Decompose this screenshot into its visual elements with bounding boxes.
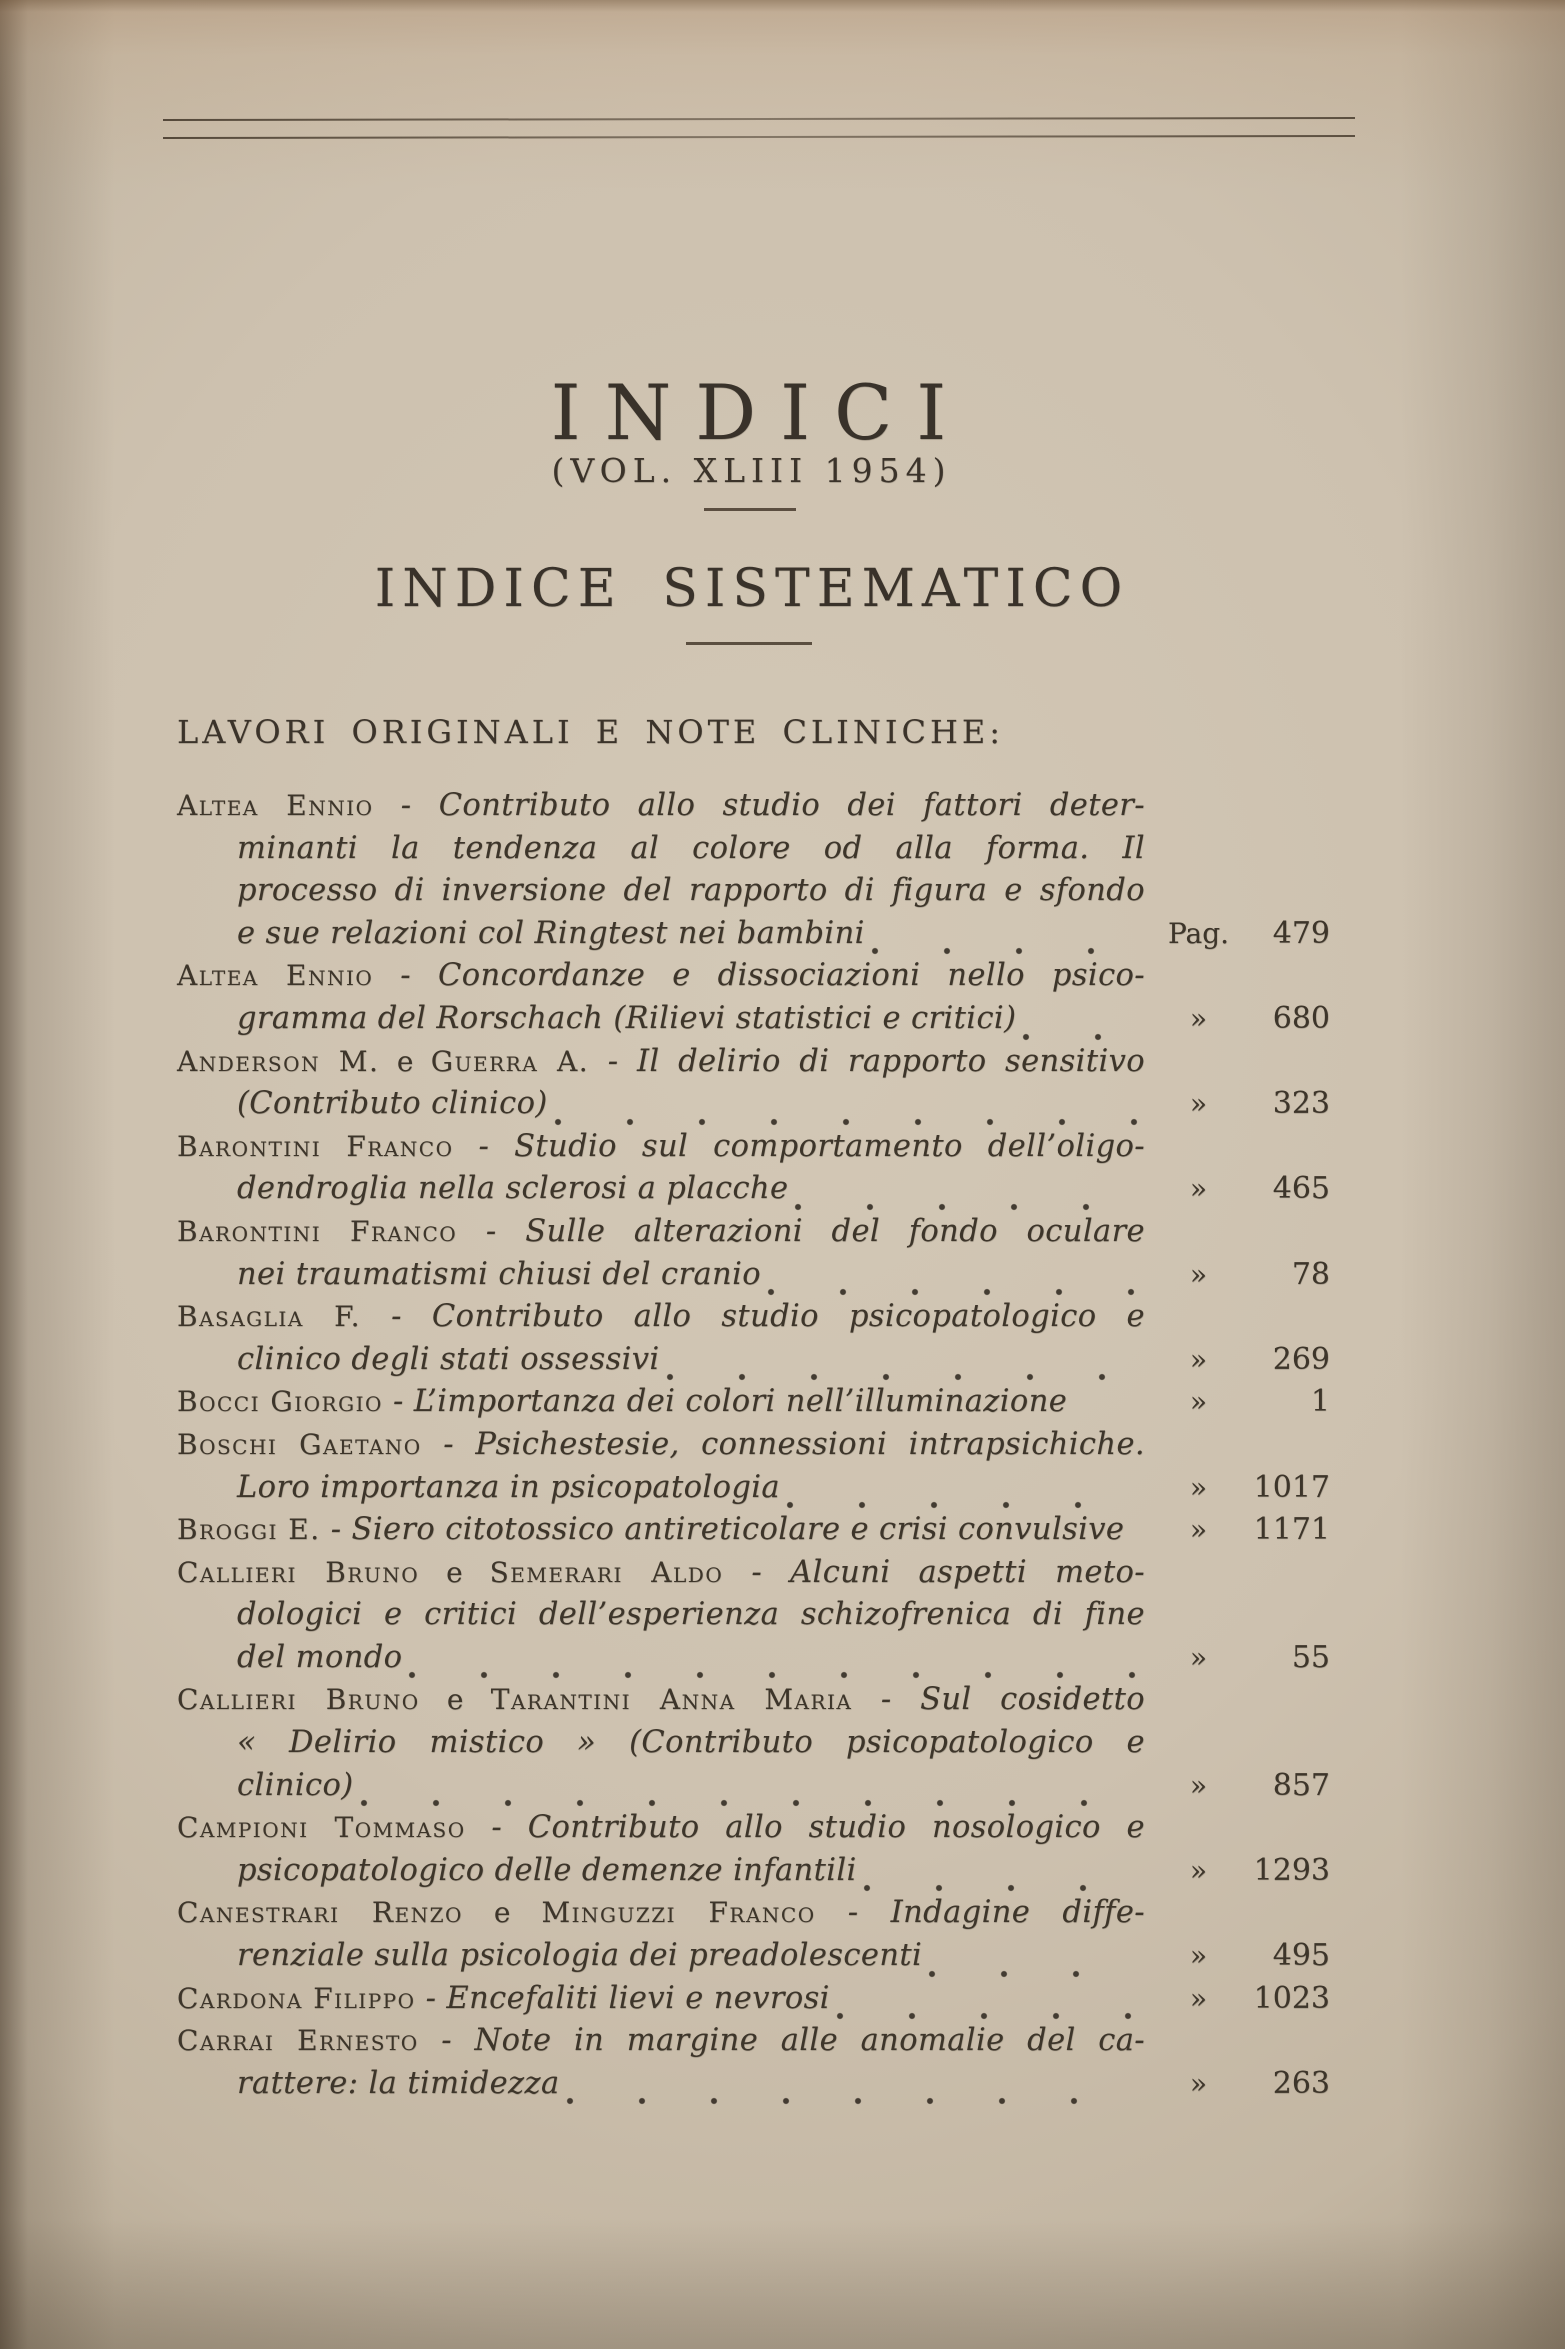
- author-name: Barontini Franco: [177, 1129, 454, 1163]
- title-text: clinico degli stati ossessivi: [237, 1341, 660, 1377]
- page-ref-symbol: »: [1189, 1939, 1208, 1973]
- page-ref-symbol: »: [1189, 1001, 1208, 1035]
- page-number: 323: [1272, 1086, 1330, 1122]
- title-text: - Sul cosidetto: [852, 1682, 1145, 1718]
- dot-leader: [836, 1989, 1139, 2023]
- entry-text: [177, 788, 1145, 823]
- author-name: Callieri Bruno: [177, 1683, 420, 1717]
- index-entry: [177, 1981, 1330, 2024]
- index-entry: [177, 1682, 1330, 1810]
- title-text: dologici e critici dell’esperienza schizofrenica di fine: [237, 1597, 1145, 1633]
- index-entry-line: [177, 1768, 1330, 1811]
- dot-leader: [928, 1947, 1139, 1981]
- index-entry: [177, 958, 1330, 1043]
- author-name: Callieri Bruno: [177, 1555, 420, 1589]
- author-name: Altea Ennio: [177, 789, 374, 822]
- author-name: Barontini Franco: [177, 1214, 458, 1248]
- index-entry-line: [177, 1810, 1330, 1853]
- index-entry-line: [177, 916, 1330, 959]
- title-text: nei traumatismi chiusi del cranio: [237, 1256, 762, 1292]
- index-entry: [177, 1129, 1330, 1214]
- entry-text: [177, 1555, 1145, 1590]
- index-entry: [177, 788, 1330, 958]
- entry-text: [177, 1214, 1145, 1249]
- author-name: Tarantini Anna Maria: [490, 1683, 853, 1717]
- author-name: Broggi E.: [177, 1513, 321, 1547]
- page-number: 479: [1272, 915, 1330, 951]
- index-entry-line: [177, 2023, 1330, 2066]
- title-text: - Encefaliti lievi e nevrosi: [415, 1980, 830, 2016]
- page-ref-symbol: »: [1189, 1087, 1208, 1121]
- title-text: - Contributo allo studio psicopatologico e: [361, 1299, 1145, 1335]
- entry-text: [237, 1470, 780, 1505]
- page-number: 1: [1310, 1384, 1330, 1420]
- title-text: (Contributo clinico): [237, 1086, 548, 1122]
- entry-text: [237, 1725, 1145, 1760]
- entry-text: [237, 873, 1145, 908]
- entry-text: [237, 1938, 922, 1973]
- page-ref-symbol: »: [1189, 1342, 1208, 1376]
- index-entry-line: [177, 788, 1330, 831]
- page-ref-symbol: »: [1189, 1385, 1208, 1419]
- page-ref-symbol: »: [1189, 1513, 1208, 1547]
- entry-text: [177, 1810, 1145, 1845]
- title-text: - Il delirio di rapporto sensitivo: [589, 1043, 1146, 1079]
- index-entry-line: [177, 1086, 1330, 1129]
- entry-text: [177, 1299, 1145, 1334]
- page-ref-symbol: »: [1189, 1172, 1208, 1206]
- title-text: - Contributo allo studio nosologico e: [465, 1810, 1145, 1846]
- entry-text: [177, 1427, 1145, 1462]
- page-number: 857: [1272, 1767, 1330, 1803]
- index-entry-line: [177, 1640, 1330, 1683]
- page-number: 263: [1272, 2065, 1330, 2101]
- entry-text: [177, 1682, 1145, 1717]
- title-text: - L’importanza dei colori nell’illuminazione: [382, 1384, 1068, 1420]
- author-connector: e: [379, 1044, 431, 1078]
- author-name: Campioni Tommaso: [177, 1811, 466, 1845]
- page-ref-symbol: »: [1189, 1257, 1208, 1291]
- dot-leader: [408, 1648, 1139, 1682]
- index-entry-line: [177, 1384, 1330, 1427]
- index-entry-line: [177, 1597, 1330, 1640]
- index-entry-line: [177, 1299, 1330, 1342]
- index-entry-line: [177, 1470, 1330, 1513]
- page-ref-symbol: »: [1189, 1981, 1208, 2015]
- dot-leader: [666, 1350, 1139, 1384]
- title-text: psicopatologico delle demenze infantili: [237, 1852, 857, 1888]
- author-name: Carrai Ernesto: [177, 2024, 419, 2058]
- title-text: minanti la tendenza al colore od alla forma. Il: [237, 830, 1145, 866]
- index-entry: [177, 1427, 1330, 1512]
- index-entry: [177, 1895, 1330, 1980]
- page-ref-symbol: Pag.: [1167, 916, 1230, 950]
- title-text: - Note in margine alle anomalie del ca-: [418, 2023, 1145, 2059]
- index-entry: [177, 1214, 1330, 1299]
- author-connector: e: [462, 1896, 542, 1930]
- title-text: gramma del Rorschach (Rilievi statistici e critici): [237, 1000, 1017, 1036]
- page-ref-symbol: »: [1189, 1640, 1208, 1674]
- index-entry-line: [177, 1214, 1330, 1257]
- entry-text: [177, 1981, 830, 2016]
- page-ref-symbol: »: [1189, 1470, 1208, 1504]
- index-entry-line: [177, 1342, 1330, 1385]
- author-name: Canestrari Renzo: [177, 1896, 463, 1930]
- index-entry-line: [177, 1555, 1330, 1598]
- title-text: « Delirio mistico » (Contributo psicopatologico e: [237, 1725, 1145, 1761]
- author-name: Semerari Aldo: [489, 1555, 724, 1589]
- title-divider-rule: [704, 508, 796, 511]
- title-text: renziale sulla psicologia dei preadolescenti: [237, 1938, 923, 1974]
- title-text: processo di inversione del rapporto di figura e sfondo: [237, 873, 1145, 909]
- entry-text: [237, 1086, 548, 1121]
- entry-text: [237, 1342, 660, 1377]
- entry-text: [237, 1640, 402, 1675]
- top-double-rule-line-2: [163, 135, 1355, 139]
- index-entry-line: [177, 1257, 1330, 1300]
- author-name: Bocci Giorgio: [177, 1385, 383, 1419]
- author-name: Minguzzi Franco: [541, 1896, 816, 1930]
- volume-subtitle: (VOL. XLIII 1954): [551, 451, 952, 490]
- index-entry: [177, 1810, 1330, 1895]
- title-text: rattere: la timidezza: [237, 2065, 560, 2101]
- section-title: INDICE SISTEMATICO: [374, 559, 1130, 619]
- dot-leader: [566, 2074, 1139, 2108]
- index-entry-line: [177, 1427, 1330, 1470]
- entry-text: [237, 1597, 1145, 1632]
- index-entry-line: [177, 1512, 1330, 1555]
- index-entry-line: [177, 1853, 1330, 1896]
- entry-text: [177, 1044, 1145, 1079]
- title-text: - Siero citotossico antireticolare e crisi convulsive: [320, 1512, 1125, 1548]
- title-text: - Concordanze e dissociazioni nello psico-: [373, 958, 1146, 994]
- entry-text: [237, 2066, 560, 2101]
- page-number: 680: [1272, 1000, 1330, 1036]
- entry-text: [237, 1768, 354, 1803]
- page-number: 1171: [1253, 1512, 1330, 1548]
- dot-leader: [794, 1180, 1139, 1214]
- author-name: Guerra A.: [430, 1044, 590, 1078]
- index-entry-line: [177, 1895, 1330, 1938]
- page-ref-symbol: »: [1189, 1853, 1208, 1887]
- title-text: - Studio sul comportamento dell’oligo-: [453, 1128, 1145, 1164]
- author-connector: e: [419, 1555, 490, 1589]
- author-name: Altea Ennio: [177, 959, 374, 993]
- top-double-rule-line-1: [163, 117, 1355, 121]
- page-number: 1017: [1253, 1469, 1330, 1505]
- entry-text: [177, 1384, 1067, 1419]
- index-entry-line: [177, 1129, 1330, 1172]
- index-entry-line: [177, 873, 1330, 916]
- index-entry-line: [177, 831, 1330, 874]
- section-divider-rule: [686, 642, 812, 645]
- title-text: dendroglia nella sclerosi a placche: [237, 1171, 789, 1207]
- entry-text: [177, 1895, 1145, 1930]
- dot-leader: [1022, 1010, 1139, 1044]
- title-text: - Indagine diffe-: [815, 1895, 1146, 1931]
- page-number: 465: [1272, 1171, 1330, 1207]
- index-entry: [177, 1555, 1330, 1683]
- dot-leader: [871, 924, 1139, 958]
- list-heading: LAVORI ORIGINALI E NOTE CLINICHE:: [177, 713, 1004, 751]
- title-text: e sue relazioni col Ringtest nei bambini: [237, 915, 865, 951]
- entry-text: [237, 1257, 761, 1292]
- index-entry-line: [177, 1171, 1330, 1214]
- entry-text: [237, 1001, 1016, 1036]
- page-number: 269: [1272, 1341, 1330, 1377]
- page-number: 1293: [1253, 1852, 1330, 1888]
- page-ref-symbol: »: [1189, 1768, 1208, 1802]
- dot-leader: [767, 1265, 1139, 1299]
- author-name: Basaglia F.: [177, 1300, 362, 1334]
- title-text: - Alcuni aspetti meto-: [723, 1554, 1145, 1590]
- dot-leader: [360, 1776, 1139, 1810]
- dot-leader: [554, 1095, 1139, 1129]
- entry-text: [177, 2023, 1145, 2058]
- page-number: 495: [1272, 1938, 1330, 1974]
- index-entry-line: [177, 1981, 1330, 2024]
- title-text: - Psichestesie, connessioni intrapsichiche.: [421, 1426, 1145, 1462]
- index-entry: [177, 2023, 1330, 2108]
- index-entry-line: [177, 1001, 1330, 1044]
- index-entry-line: [177, 1682, 1330, 1725]
- index-entry-line: [177, 2066, 1330, 2109]
- index-entry-line: [177, 1044, 1330, 1087]
- index-entry-line: [177, 1938, 1330, 1981]
- entry-text: [237, 1171, 788, 1206]
- entry-text: [177, 1512, 1124, 1547]
- index-entry-line: [177, 1725, 1330, 1768]
- title-text: Loro importanza in psicopatologia: [237, 1469, 781, 1505]
- entry-text: [237, 1853, 857, 1888]
- title-text: clinico): [237, 1767, 354, 1803]
- entry-text: [237, 831, 1145, 866]
- author-name: Anderson M.: [177, 1044, 380, 1078]
- index-entry: [177, 1512, 1330, 1555]
- page-number: 55: [1291, 1639, 1330, 1675]
- dot-leader: [863, 1861, 1139, 1895]
- author-connector: e: [419, 1683, 491, 1717]
- author-name: Boschi Gaetano: [177, 1427, 422, 1461]
- page-ref-symbol: »: [1189, 2066, 1208, 2100]
- index-entry: [177, 1384, 1330, 1427]
- page-number: 1023: [1253, 1980, 1330, 2016]
- entry-text: [177, 1129, 1145, 1164]
- index-entry: [177, 1044, 1330, 1129]
- page-number: 78: [1291, 1256, 1330, 1292]
- dot-leader: [786, 1478, 1139, 1512]
- entry-text: [237, 916, 865, 951]
- index-entry: [177, 1299, 1330, 1384]
- page-title: INDICI: [550, 368, 971, 457]
- title-text: del mondo: [237, 1639, 403, 1675]
- index-entry-line: [177, 958, 1330, 1001]
- author-name: Cardona Filippo: [177, 1981, 416, 2015]
- title-text: - Contributo allo studio dei fattori deter-: [373, 788, 1145, 823]
- title-text: - Sulle alterazioni del fondo oculare: [457, 1213, 1146, 1249]
- entry-text: [177, 958, 1145, 993]
- index-entries: [177, 788, 1330, 2108]
